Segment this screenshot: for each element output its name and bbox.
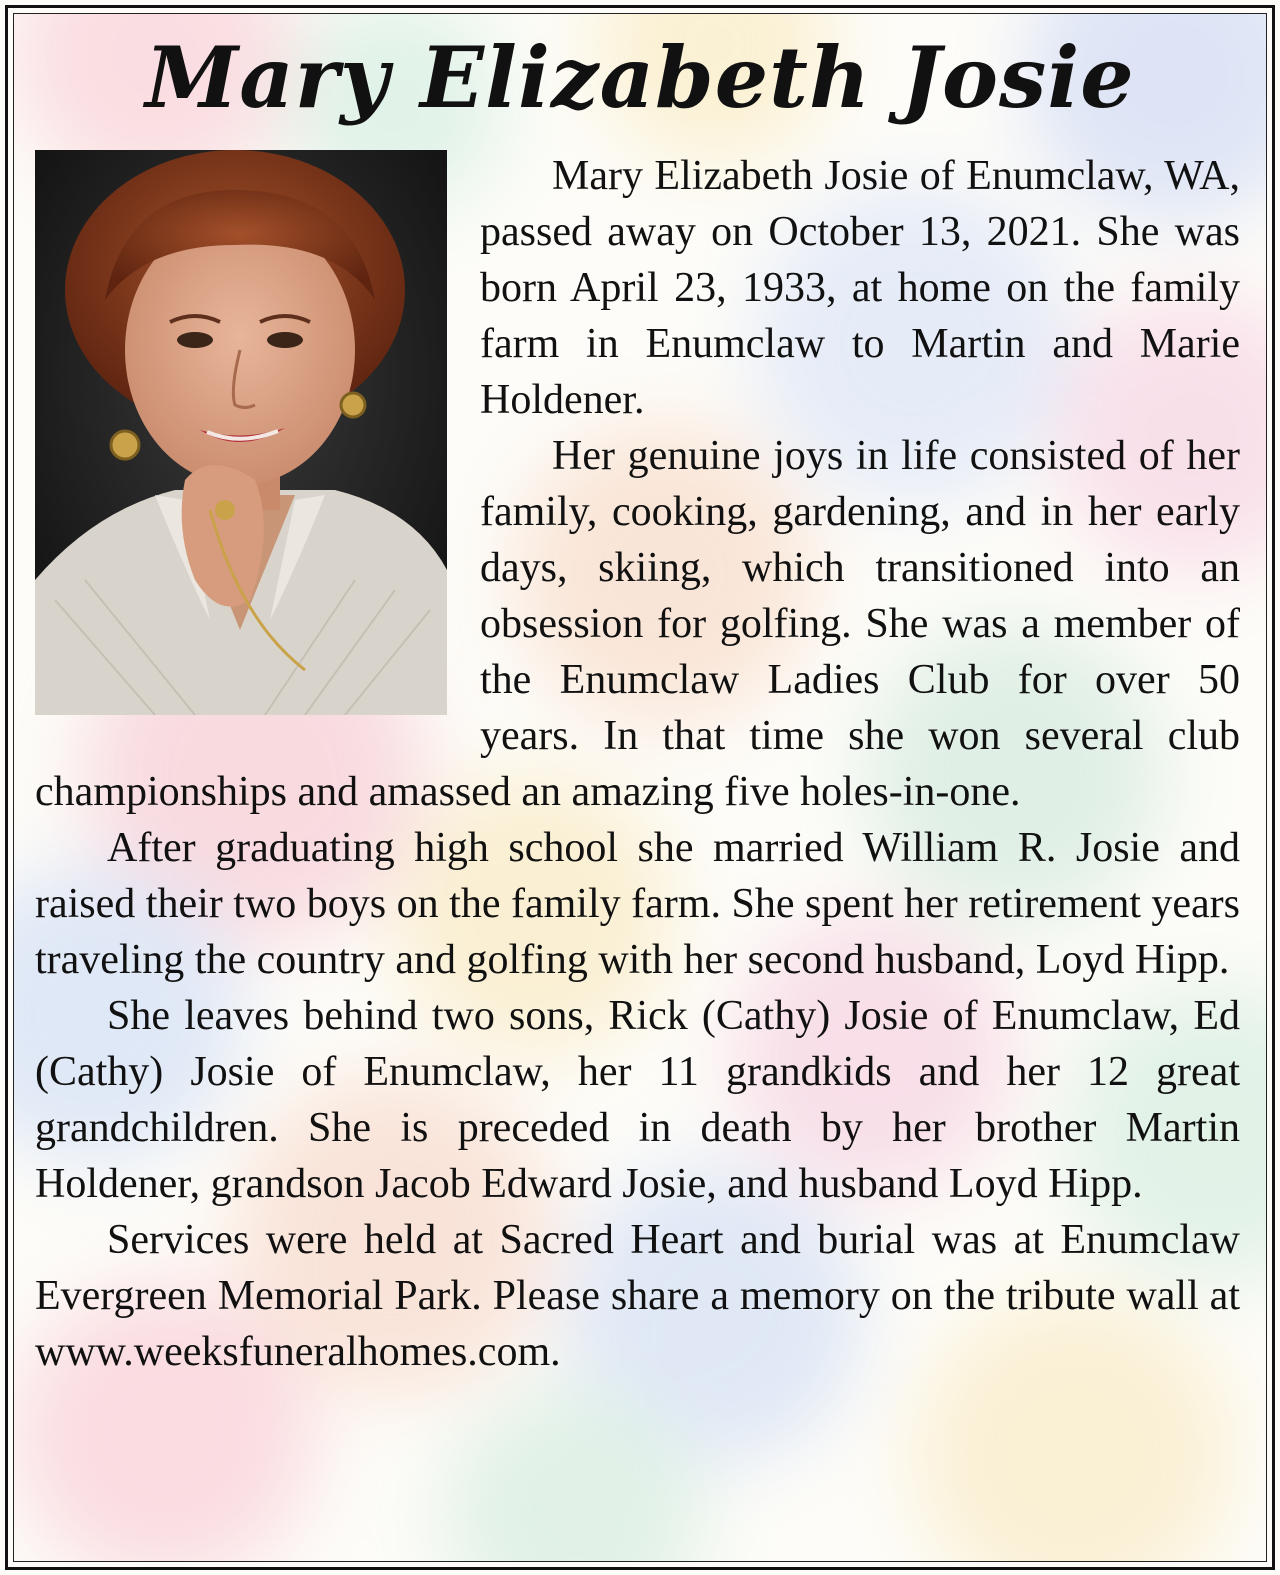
photo-spacer	[35, 148, 480, 718]
paragraph-1: Mary Elizabeth Josie of Enumclaw, WA, passed away on October 13, 2021. She was born April 23, 1933, at home on the family farm in Enumclaw to Martin and Marie Holdener.	[480, 153, 1240, 423]
paragraph-5: Services were held at Sacred Heart and burial was at Enumclaw Evergreen Memorial Park. Please share a memory on the tribute wall at www.weeksfuneralhomes.com.	[35, 1217, 1240, 1375]
obituary-body	[35, 148, 1240, 1380]
obituary-name-heading: Mary Elizabeth Josie	[145, 28, 1135, 127]
paragraph-4: She leaves behind two sons, Rick (Cathy) Josie of Enumclaw, Ed (Cathy) Josie of Enumclaw, her 11 grandkids and her 12 great grandchildren. She is preceded in death by her brother Martin Holdener, grandson Jacob Edward Josie, and husband Loyd Hipp.	[35, 993, 1240, 1207]
paragraph-2: Her genuine joys in life consisted of her family, cooking, gardening, and in her early days, skiing, which transitioned into an obsession for golfing. She was a member of the Enumclaw Ladies Club for over 50 years. In that time she won several club championships and amassed an amazing five holes-in-one.	[35, 433, 1240, 815]
paragraph-3: After graduating high school she married William R. Josie and raised their two boys on the family farm. She spent her retirement years traveling the country and golfing with her second husband, Loyd Hipp.	[35, 825, 1240, 983]
